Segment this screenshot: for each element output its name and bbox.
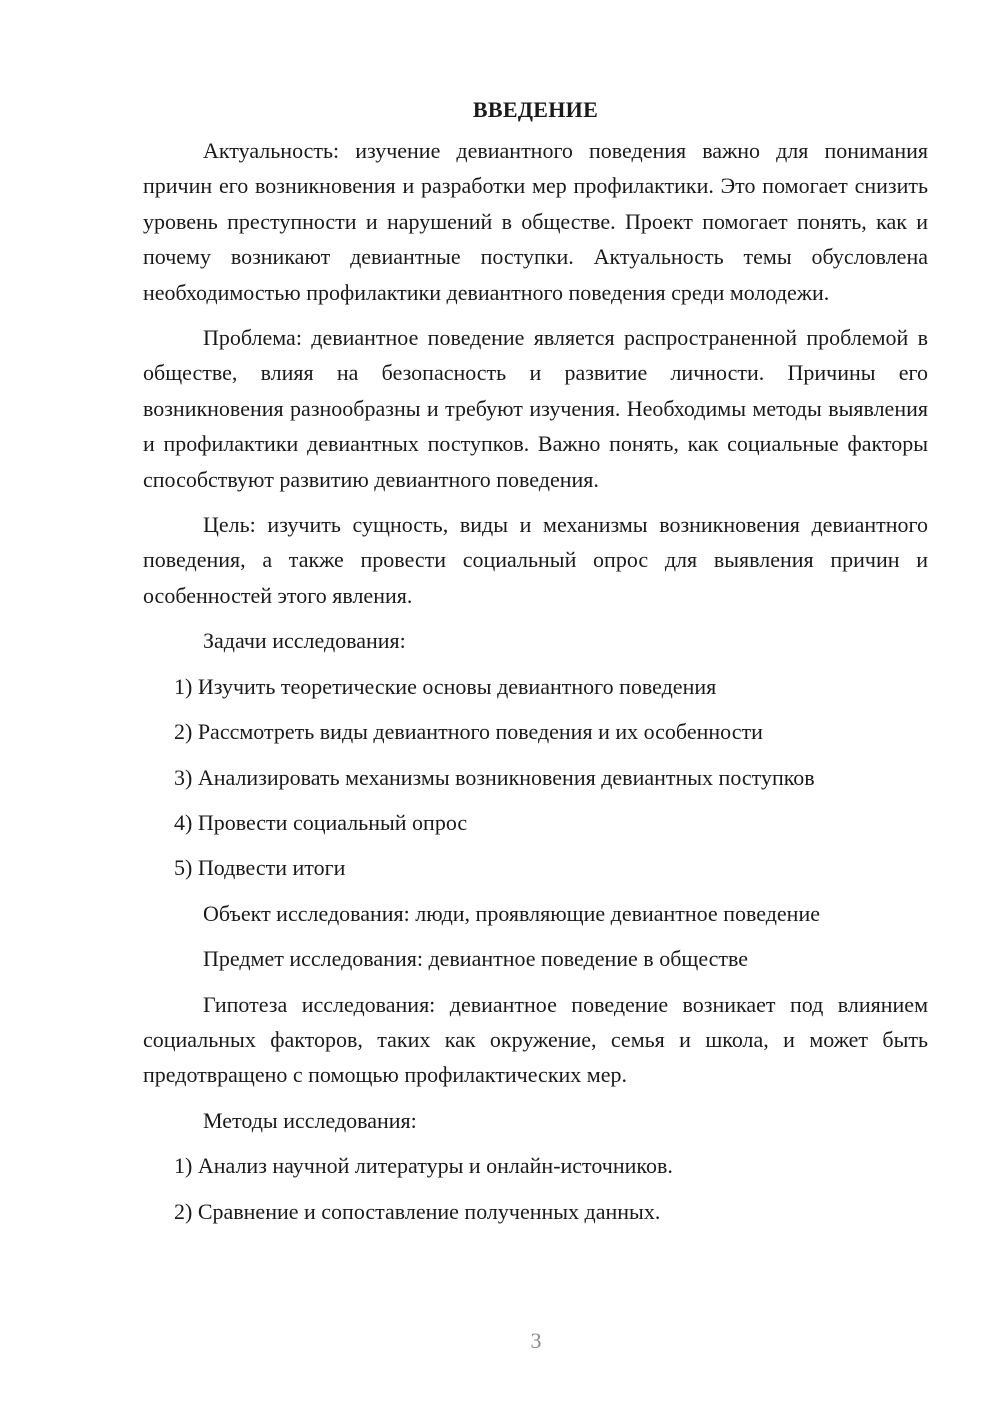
list-item: 2) Рассмотреть виды девиантного поведения и их особенности xyxy=(174,719,763,745)
list-item: 2) Сравнение и сопоставление полученных данных. xyxy=(174,1198,661,1224)
methods-list xyxy=(143,1148,928,1229)
page-title: ВВЕДЕНИЕ xyxy=(472,97,599,122)
document-page xyxy=(143,92,928,1239)
goal-paragraph: Цель: изучить сущность, виды и механизмы возникновения девиантного поведения, а также провести социальный опрос для выявления причин и особенностей этого явления. xyxy=(143,512,928,608)
list-item: 4) Провести социальный опрос xyxy=(174,809,468,835)
subject-line: Предмет исследования: девиантное поведение в обществе xyxy=(203,946,749,972)
hypothesis-paragraph: Гипотеза исследования: девиантное поведение возникает под влиянием социальных факторов, таких как окружение, семья и школа, и может быть предотвращено с помощью профилактических мер. xyxy=(143,991,928,1088)
object-line: Объект исследования: люди, проявляющие девиантное поведение xyxy=(203,900,820,926)
list-item: 1) Изучить теоретические основы девиантного поведения xyxy=(174,673,717,699)
tasks-heading: Задачи исследования: xyxy=(203,628,406,654)
problem-paragraph: Проблема: девиантное поведение является распространенной проблемой в обществе, влияя на безопасность и развитие личности. Причины его возникновения разнообразны и требуют изучения. Необходимы методы выявления и профилактики девиантных поступков. Важно понять, как социальные факторы способствуют развитию девиантного поведения. xyxy=(143,325,928,492)
tasks-list xyxy=(143,669,928,886)
relevance-paragraph: Актуальность: изучение девиантного поведения важно для понимания причин его возникновения и разработки мер профилактики. Это помогает снизить уровень преступности и нарушений в обществе. Проект помогает понять, как и почему возникают девиантные поступки. Актуальность темы обусловлена необходимостью профилактики девиантного поведения среди молодежи. xyxy=(143,138,928,305)
page-number: 3 xyxy=(530,1328,542,1353)
list-item: 3) Анализировать механизмы возникновения девиантных поступков xyxy=(174,764,815,790)
methods-heading: Методы исследования: xyxy=(203,1107,417,1133)
list-item: 5) Подвести итоги xyxy=(174,855,346,881)
list-item: 1) Анализ научной литературы и онлайн-источников. xyxy=(174,1153,673,1179)
